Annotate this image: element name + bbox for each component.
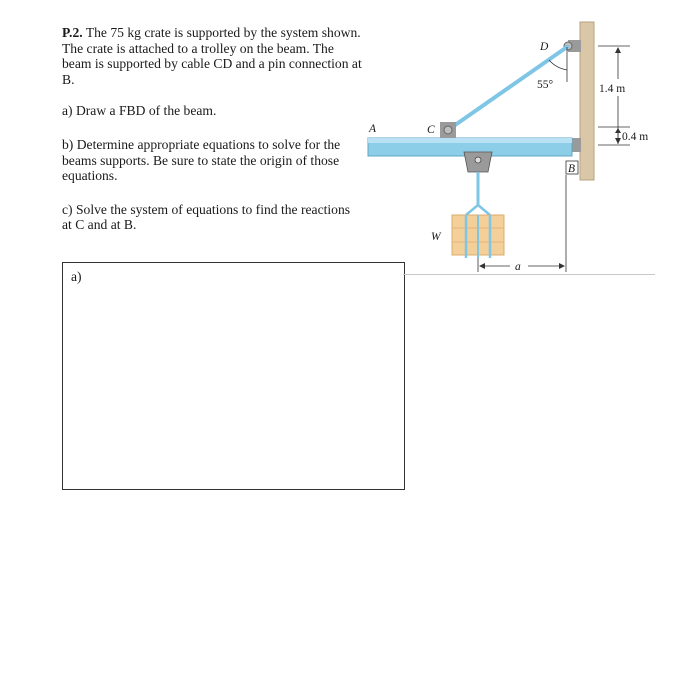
beam-top-flange: [368, 138, 572, 143]
label-dim-a: a: [515, 261, 521, 273]
problem-statement: [62, 25, 362, 251]
trolley-wheel: [475, 157, 481, 163]
label-d: D: [540, 41, 549, 53]
question-a: a) Draw a FBD of the beam.: [62, 103, 217, 119]
angle-label: 55°: [537, 79, 554, 91]
dim-a-arrow-right: [559, 263, 565, 269]
label-c: C: [427, 124, 435, 136]
label-w: W: [431, 231, 441, 243]
label-a: A: [369, 123, 377, 135]
problem-intro: [62, 25, 362, 87]
sling-right: [478, 205, 490, 215]
dim-offset-arrow-top: [615, 128, 621, 133]
sling-left: [466, 205, 478, 215]
label-dim-height: 1.4 m: [599, 83, 626, 95]
problem-intro-text: The 75 kg crate is supported by the system shown. The crate is attached to a trolley on the beam. The beam is supported by cable CD and a pin connection at B.: [62, 25, 362, 87]
answer-label-a: a): [71, 269, 82, 284]
answer-box-a[interactable]: [62, 262, 405, 490]
question-c: c) Solve the system of equations to find the reactions at C and at B.: [62, 201, 351, 233]
problem-number: P.2.: [62, 25, 83, 40]
pin-c: [444, 126, 452, 134]
angle-arc: [549, 60, 567, 70]
dim-a-arrow-left: [479, 263, 485, 269]
wall: [580, 22, 594, 180]
dim-height-arrow-top: [615, 47, 621, 53]
structure-figure: [360, 20, 660, 280]
question-b: b) Determine appropriate equations to solve for the beams supports. Be sure to state the origin of those equations.: [62, 136, 341, 184]
label-b: B: [568, 163, 576, 175]
label-dim-offset: 0.4 m: [622, 131, 649, 143]
